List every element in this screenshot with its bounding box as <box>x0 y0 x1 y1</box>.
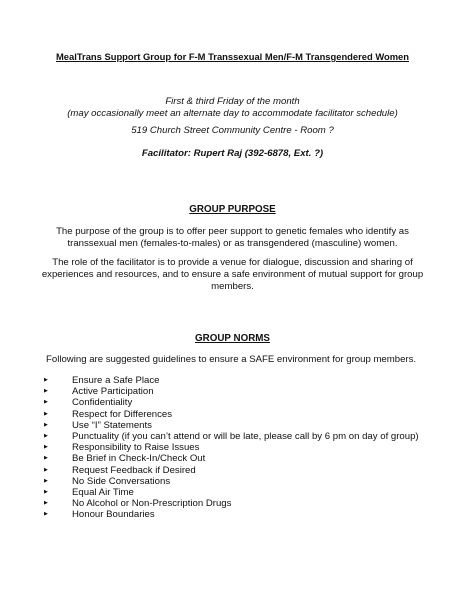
triangle-bullet-icon: ▶ <box>44 444 48 451</box>
triangle-bullet-icon: ▶ <box>44 432 48 439</box>
norm-text: Active Participation <box>72 386 154 398</box>
document-title: MealTrans Support Group for F-M Transsexual Men/F-M Transgendered Women <box>56 51 409 62</box>
meeting-location: 519 Church Street Community Centre - Room ? <box>131 125 334 136</box>
facilitator-role-paragraph <box>20 257 445 293</box>
triangle-bullet-icon: ▶ <box>44 455 48 462</box>
norm-text: No Side Conversations <box>72 475 171 487</box>
norm-text: No Alcohol or Non-Prescription Drugs <box>72 498 232 510</box>
purpose-paragraph <box>20 226 445 250</box>
norm-text: Be Brief in Check-In/Check Out <box>72 453 206 465</box>
norm-text: Responsibility to Raise Issues <box>72 442 200 454</box>
triangle-bullet-icon: ▶ <box>44 466 48 473</box>
norm-text: Request Feedback if Desired <box>72 464 196 476</box>
norm-text: Confidentiality <box>72 397 133 409</box>
group-norms-heading: GROUP NORMS <box>195 333 270 344</box>
purpose-line: The purpose of the group is to offer peer support to genetic females who identify as <box>56 226 409 237</box>
role-line: members. <box>211 281 254 292</box>
norm-text: Honour Boundaries <box>72 509 155 521</box>
triangle-bullet-icon: ▶ <box>44 377 48 383</box>
triangle-bullet-icon: ▶ <box>44 488 48 495</box>
schedule-line-1: First & third Friday of the month <box>165 96 300 107</box>
norm-text: Punctuality (if you can’t attend or will be late, please call by 6 pm on day of group) <box>72 430 419 442</box>
triangle-bullet-icon: ▶ <box>44 388 48 395</box>
norm-text: Use “I” Statements <box>72 419 152 431</box>
meeting-schedule <box>20 96 445 120</box>
norm-text: Equal Air Time <box>72 486 134 498</box>
facilitator-info: Facilitator: Rupert Raj (392-6878, Ext. ?) <box>141 148 324 159</box>
triangle-bullet-icon: ▶ <box>44 477 48 484</box>
role-line: The role of the facilitator is to provide a venue for dialogue, discussion and sharing of <box>52 257 413 268</box>
triangle-bullet-icon: ▶ <box>44 410 48 417</box>
norms-intro: Following are suggested guidelines to ensure a SAFE environment for group members. <box>46 354 417 365</box>
schedule-line-2: (may occasionally meet an alternate day to accommodate facilitator schedule) <box>67 108 398 119</box>
norm-text: Ensure a Safe Place <box>72 375 160 386</box>
triangle-bullet-icon: ▶ <box>44 500 48 507</box>
triangle-bullet-icon: ▶ <box>44 421 48 428</box>
role-line: experiences and resources, and to ensure a safe environment of mutual support for group <box>41 269 424 280</box>
purpose-line: transsexual men (females-to-males) or as transgendered (masculine) women. <box>67 238 398 249</box>
norm-text: Respect for Differences <box>72 408 173 420</box>
group-purpose-heading: GROUP PURPOSE <box>189 204 276 215</box>
triangle-bullet-icon: ▶ <box>44 399 48 406</box>
triangle-bullet-icon: ▶ <box>44 511 48 518</box>
